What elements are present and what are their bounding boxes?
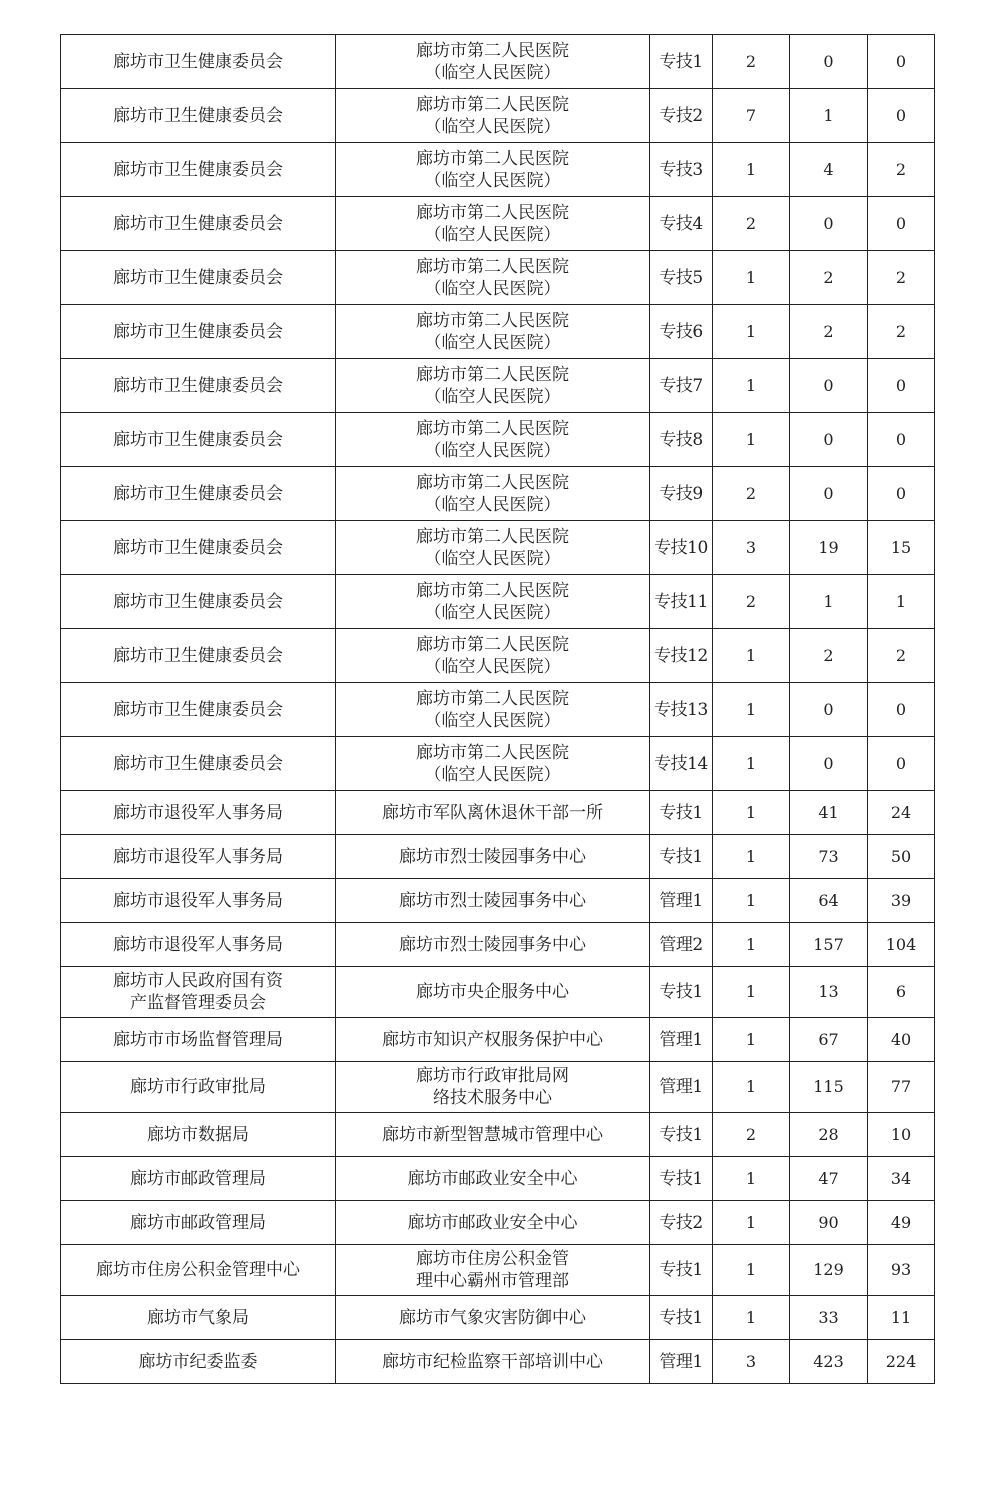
table-row xyxy=(61,521,935,575)
unit-cell: 廊坊市第二人民医院 （临空人民医院） xyxy=(336,251,650,305)
planned-count-cell: 1 xyxy=(713,1245,790,1296)
table-row xyxy=(61,737,935,791)
unit-cell: 廊坊市第二人民医院 （临空人民医院） xyxy=(336,683,650,737)
post-code-cell: 专技9 xyxy=(650,467,713,521)
department-cell: 廊坊市邮政管理局 xyxy=(61,1201,336,1245)
planned-count-cell: 1 xyxy=(713,143,790,197)
post-code-cell: 专技4 xyxy=(650,197,713,251)
post-code-cell: 专技5 xyxy=(650,251,713,305)
applicant-count-cell: 19 xyxy=(790,521,868,575)
qualified-count-cell: 1 xyxy=(868,575,935,629)
department-cell: 廊坊市卫生健康委员会 xyxy=(61,629,336,683)
applicant-count-cell: 0 xyxy=(790,683,868,737)
post-code-cell: 专技14 xyxy=(650,737,713,791)
post-code-cell: 专技1 xyxy=(650,967,713,1018)
table-row xyxy=(61,683,935,737)
table-row xyxy=(61,1340,935,1384)
unit-cell: 廊坊市第二人民医院 （临空人民医院） xyxy=(336,89,650,143)
unit-cell: 廊坊市第二人民医院 （临空人民医院） xyxy=(336,737,650,791)
qualified-count-cell: 0 xyxy=(868,89,935,143)
department-cell: 廊坊市卫生健康委员会 xyxy=(61,737,336,791)
post-code-cell: 专技1 xyxy=(650,35,713,89)
applicant-count-cell: 13 xyxy=(790,967,868,1018)
table-row xyxy=(61,1062,935,1113)
table-row xyxy=(61,251,935,305)
department-cell: 廊坊市卫生健康委员会 xyxy=(61,683,336,737)
post-code-cell: 专技13 xyxy=(650,683,713,737)
table-row xyxy=(61,89,935,143)
applicant-count-cell: 90 xyxy=(790,1201,868,1245)
table-row xyxy=(61,835,935,879)
table-row xyxy=(61,35,935,89)
qualified-count-cell: 0 xyxy=(868,359,935,413)
qualified-count-cell: 15 xyxy=(868,521,935,575)
unit-cell: 廊坊市纪检监察干部培训中心 xyxy=(336,1340,650,1384)
qualified-count-cell: 40 xyxy=(868,1018,935,1062)
planned-count-cell: 7 xyxy=(713,89,790,143)
table-row xyxy=(61,197,935,251)
planned-count-cell: 1 xyxy=(713,359,790,413)
unit-cell: 廊坊市第二人民医院 （临空人民医院） xyxy=(336,575,650,629)
table-row xyxy=(61,1201,935,1245)
department-cell: 廊坊市卫生健康委员会 xyxy=(61,575,336,629)
table-row xyxy=(61,1018,935,1062)
table-row xyxy=(61,575,935,629)
department-cell: 廊坊市住房公积金管理中心 xyxy=(61,1245,336,1296)
qualified-count-cell: 0 xyxy=(868,467,935,521)
table-row xyxy=(61,1113,935,1157)
applicant-count-cell: 41 xyxy=(790,791,868,835)
applicant-count-cell: 0 xyxy=(790,467,868,521)
post-code-cell: 专技2 xyxy=(650,1201,713,1245)
table-row xyxy=(61,967,935,1018)
department-cell: 廊坊市人民政府国有资 产监督管理委员会 xyxy=(61,967,336,1018)
planned-count-cell: 1 xyxy=(713,413,790,467)
planned-count-cell: 1 xyxy=(713,1157,790,1201)
department-cell: 廊坊市行政审批局 xyxy=(61,1062,336,1113)
unit-cell: 廊坊市第二人民医院 （临空人民医院） xyxy=(336,467,650,521)
post-code-cell: 管理1 xyxy=(650,1340,713,1384)
planned-count-cell: 1 xyxy=(713,791,790,835)
applicant-count-cell: 0 xyxy=(790,35,868,89)
unit-cell: 廊坊市新型智慧城市管理中心 xyxy=(336,1113,650,1157)
unit-cell: 廊坊市第二人民医院 （临空人民医院） xyxy=(336,35,650,89)
post-code-cell: 专技1 xyxy=(650,791,713,835)
table-row xyxy=(61,879,935,923)
qualified-count-cell: 2 xyxy=(868,143,935,197)
department-cell: 廊坊市卫生健康委员会 xyxy=(61,467,336,521)
post-code-cell: 专技7 xyxy=(650,359,713,413)
qualified-count-cell: 0 xyxy=(868,737,935,791)
unit-cell: 廊坊市烈士陵园事务中心 xyxy=(336,835,650,879)
applicant-count-cell: 0 xyxy=(790,359,868,413)
applicant-count-cell: 67 xyxy=(790,1018,868,1062)
post-code-cell: 专技3 xyxy=(650,143,713,197)
department-cell: 廊坊市纪委监委 xyxy=(61,1340,336,1384)
table-row xyxy=(61,467,935,521)
post-code-cell: 专技1 xyxy=(650,835,713,879)
qualified-count-cell: 24 xyxy=(868,791,935,835)
table-row xyxy=(61,923,935,967)
table-row xyxy=(61,413,935,467)
planned-count-cell: 1 xyxy=(713,305,790,359)
applicant-count-cell: 0 xyxy=(790,197,868,251)
table-row xyxy=(61,143,935,197)
qualified-count-cell: 39 xyxy=(868,879,935,923)
department-cell: 廊坊市卫生健康委员会 xyxy=(61,35,336,89)
applicant-count-cell: 2 xyxy=(790,305,868,359)
planned-count-cell: 3 xyxy=(713,1340,790,1384)
table-row xyxy=(61,1157,935,1201)
applicant-count-cell: 2 xyxy=(790,251,868,305)
applicant-count-cell: 1 xyxy=(790,575,868,629)
department-cell: 廊坊市卫生健康委员会 xyxy=(61,521,336,575)
post-code-cell: 管理1 xyxy=(650,879,713,923)
post-code-cell: 专技12 xyxy=(650,629,713,683)
planned-count-cell: 1 xyxy=(713,835,790,879)
planned-count-cell: 1 xyxy=(713,251,790,305)
planned-count-cell: 2 xyxy=(713,35,790,89)
department-cell: 廊坊市卫生健康委员会 xyxy=(61,89,336,143)
table-row xyxy=(61,359,935,413)
unit-cell: 廊坊市第二人民医院 （临空人民医院） xyxy=(336,143,650,197)
department-cell: 廊坊市气象局 xyxy=(61,1296,336,1340)
applicant-count-cell: 2 xyxy=(790,629,868,683)
post-code-cell: 专技1 xyxy=(650,1245,713,1296)
planned-count-cell: 3 xyxy=(713,521,790,575)
applicant-count-cell: 33 xyxy=(790,1296,868,1340)
applicant-count-cell: 423 xyxy=(790,1340,868,1384)
qualified-count-cell: 0 xyxy=(868,413,935,467)
post-code-cell: 专技1 xyxy=(650,1113,713,1157)
qualified-count-cell: 10 xyxy=(868,1113,935,1157)
unit-cell: 廊坊市央企服务中心 xyxy=(336,967,650,1018)
unit-cell: 廊坊市住房公积金管 理中心霸州市管理部 xyxy=(336,1245,650,1296)
department-cell: 廊坊市卫生健康委员会 xyxy=(61,305,336,359)
qualified-count-cell: 0 xyxy=(868,197,935,251)
unit-cell: 廊坊市军队离休退休干部一所 xyxy=(336,791,650,835)
unit-cell: 廊坊市气象灾害防御中心 xyxy=(336,1296,650,1340)
unit-cell: 廊坊市第二人民医院 （临空人民医院） xyxy=(336,413,650,467)
post-code-cell: 管理1 xyxy=(650,1062,713,1113)
department-cell: 廊坊市卫生健康委员会 xyxy=(61,143,336,197)
planned-count-cell: 1 xyxy=(713,923,790,967)
department-cell: 廊坊市卫生健康委员会 xyxy=(61,251,336,305)
planned-count-cell: 2 xyxy=(713,1113,790,1157)
department-cell: 廊坊市市场监督管理局 xyxy=(61,1018,336,1062)
planned-count-cell: 1 xyxy=(713,1062,790,1113)
qualified-count-cell: 6 xyxy=(868,967,935,1018)
unit-cell: 廊坊市烈士陵园事务中心 xyxy=(336,879,650,923)
unit-cell: 廊坊市知识产权服务保护中心 xyxy=(336,1018,650,1062)
applicant-count-cell: 4 xyxy=(790,143,868,197)
applicant-count-cell: 157 xyxy=(790,923,868,967)
unit-cell: 廊坊市第二人民医院 （临空人民医院） xyxy=(336,197,650,251)
planned-count-cell: 2 xyxy=(713,467,790,521)
registration-table xyxy=(60,34,935,1384)
post-code-cell: 专技1 xyxy=(650,1296,713,1340)
qualified-count-cell: 2 xyxy=(868,251,935,305)
applicant-count-cell: 47 xyxy=(790,1157,868,1201)
qualified-count-cell: 11 xyxy=(868,1296,935,1340)
table-row xyxy=(61,305,935,359)
qualified-count-cell: 0 xyxy=(868,35,935,89)
applicant-count-cell: 73 xyxy=(790,835,868,879)
post-code-cell: 专技6 xyxy=(650,305,713,359)
qualified-count-cell: 77 xyxy=(868,1062,935,1113)
planned-count-cell: 2 xyxy=(713,197,790,251)
qualified-count-cell: 93 xyxy=(868,1245,935,1296)
qualified-count-cell: 50 xyxy=(868,835,935,879)
qualified-count-cell: 104 xyxy=(868,923,935,967)
table-row xyxy=(61,629,935,683)
qualified-count-cell: 49 xyxy=(868,1201,935,1245)
unit-cell: 廊坊市邮政业安全中心 xyxy=(336,1157,650,1201)
unit-cell: 廊坊市邮政业安全中心 xyxy=(336,1201,650,1245)
unit-cell: 廊坊市行政审批局网 络技术服务中心 xyxy=(336,1062,650,1113)
planned-count-cell: 1 xyxy=(713,683,790,737)
department-cell: 廊坊市卫生健康委员会 xyxy=(61,413,336,467)
applicant-count-cell: 1 xyxy=(790,89,868,143)
applicant-count-cell: 115 xyxy=(790,1062,868,1113)
department-cell: 廊坊市数据局 xyxy=(61,1113,336,1157)
qualified-count-cell: 224 xyxy=(868,1340,935,1384)
planned-count-cell: 1 xyxy=(713,879,790,923)
department-cell: 廊坊市退役军人事务局 xyxy=(61,835,336,879)
unit-cell: 廊坊市烈士陵园事务中心 xyxy=(336,923,650,967)
planned-count-cell: 1 xyxy=(713,1201,790,1245)
qualified-count-cell: 2 xyxy=(868,305,935,359)
post-code-cell: 管理1 xyxy=(650,1018,713,1062)
applicant-count-cell: 64 xyxy=(790,879,868,923)
qualified-count-cell: 0 xyxy=(868,683,935,737)
qualified-count-cell: 2 xyxy=(868,629,935,683)
department-cell: 廊坊市退役军人事务局 xyxy=(61,923,336,967)
department-cell: 廊坊市退役军人事务局 xyxy=(61,879,336,923)
post-code-cell: 专技8 xyxy=(650,413,713,467)
applicant-count-cell: 28 xyxy=(790,1113,868,1157)
department-cell: 廊坊市退役军人事务局 xyxy=(61,791,336,835)
post-code-cell: 专技10 xyxy=(650,521,713,575)
table-row xyxy=(61,791,935,835)
department-cell: 廊坊市邮政管理局 xyxy=(61,1157,336,1201)
applicant-count-cell: 0 xyxy=(790,737,868,791)
table-row xyxy=(61,1296,935,1340)
planned-count-cell: 1 xyxy=(713,1296,790,1340)
planned-count-cell: 2 xyxy=(713,575,790,629)
unit-cell: 廊坊市第二人民医院 （临空人民医院） xyxy=(336,629,650,683)
post-code-cell: 专技11 xyxy=(650,575,713,629)
planned-count-cell: 1 xyxy=(713,737,790,791)
unit-cell: 廊坊市第二人民医院 （临空人民医院） xyxy=(336,305,650,359)
unit-cell: 廊坊市第二人民医院 （临空人民医院） xyxy=(336,359,650,413)
post-code-cell: 专技2 xyxy=(650,89,713,143)
department-cell: 廊坊市卫生健康委员会 xyxy=(61,359,336,413)
planned-count-cell: 1 xyxy=(713,967,790,1018)
department-cell: 廊坊市卫生健康委员会 xyxy=(61,197,336,251)
planned-count-cell: 1 xyxy=(713,629,790,683)
applicant-count-cell: 0 xyxy=(790,413,868,467)
post-code-cell: 管理2 xyxy=(650,923,713,967)
applicant-count-cell: 129 xyxy=(790,1245,868,1296)
post-code-cell: 专技1 xyxy=(650,1157,713,1201)
table-row xyxy=(61,1245,935,1296)
unit-cell: 廊坊市第二人民医院 （临空人民医院） xyxy=(336,521,650,575)
planned-count-cell: 1 xyxy=(713,1018,790,1062)
qualified-count-cell: 34 xyxy=(868,1157,935,1201)
